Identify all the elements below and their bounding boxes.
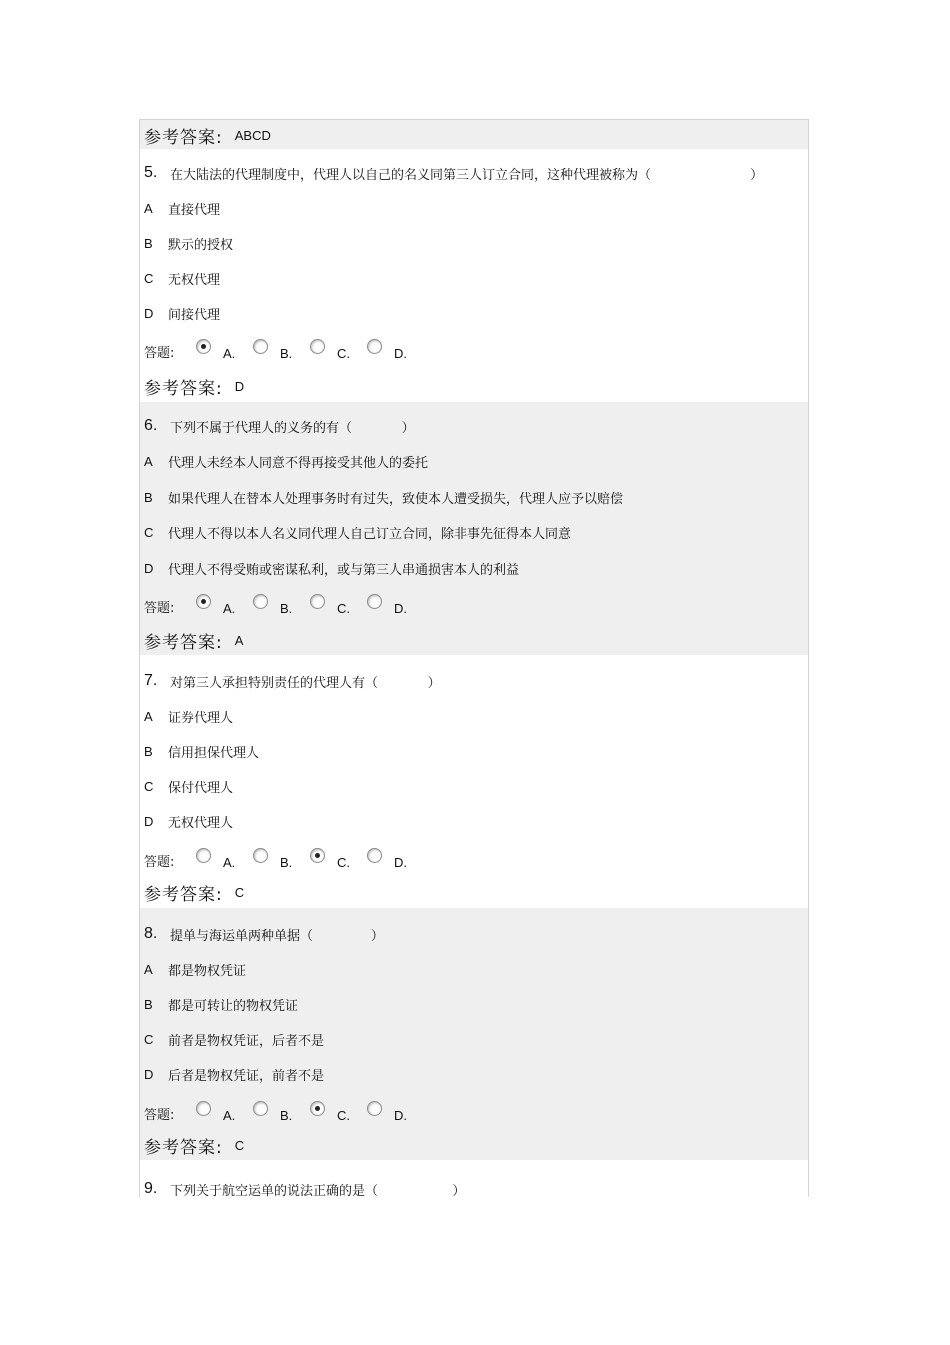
option-text: 无权代理 bbox=[168, 272, 221, 288]
question-text: 下列不属于代理人的义务的有（ ） bbox=[170, 420, 415, 436]
radio-button[interactable] bbox=[196, 848, 211, 863]
question-number: 7. bbox=[144, 672, 158, 689]
question-text: 下列关于航空运单的说法正确的是（ ） bbox=[170, 1183, 466, 1197]
option-text: 代理人不得受贿或密谋私利，或与第三人串通损害本人的利益 bbox=[168, 562, 520, 578]
answer-row bbox=[144, 1099, 424, 1127]
option-letter: C bbox=[144, 524, 154, 540]
option-c bbox=[144, 1028, 324, 1050]
option-letter: A bbox=[144, 961, 153, 977]
choice-label: B. bbox=[280, 600, 293, 616]
choice-label: A. bbox=[223, 345, 236, 361]
option-b bbox=[144, 232, 233, 254]
reference-answer bbox=[144, 120, 271, 150]
option-letter: C bbox=[144, 270, 154, 286]
option-letter: D bbox=[144, 813, 154, 829]
choice-label: B. bbox=[280, 854, 293, 870]
option-letter: A bbox=[144, 200, 153, 216]
choice-a[interactable] bbox=[196, 851, 245, 870]
question-line bbox=[144, 413, 804, 439]
reference-answer bbox=[144, 625, 243, 655]
choice-label: A. bbox=[223, 600, 236, 616]
choice-label: D. bbox=[394, 600, 407, 616]
option-letter: C bbox=[144, 1031, 154, 1047]
option-b bbox=[144, 993, 298, 1015]
option-letter: A bbox=[144, 453, 153, 469]
answer-row bbox=[144, 846, 424, 874]
question-number: 9. bbox=[144, 1180, 158, 1197]
option-text: 默示的授权 bbox=[168, 237, 234, 253]
question-block-8 bbox=[140, 908, 808, 1160]
option-text: 保付代理人 bbox=[168, 780, 234, 796]
option-letter: D bbox=[144, 305, 154, 321]
choice-label: A. bbox=[223, 854, 236, 870]
radio-button[interactable] bbox=[253, 848, 268, 863]
radio-button[interactable] bbox=[310, 1101, 325, 1116]
choice-label: D. bbox=[394, 1107, 407, 1123]
prev-answer-band bbox=[140, 120, 808, 149]
quiz-container bbox=[139, 119, 809, 1197]
choice-d[interactable] bbox=[367, 851, 416, 870]
choice-d[interactable] bbox=[367, 1104, 416, 1123]
reference-band-5 bbox=[140, 371, 808, 401]
option-a bbox=[144, 197, 220, 219]
option-text: 间接代理 bbox=[168, 307, 221, 323]
answer-row bbox=[144, 337, 424, 365]
option-text: 信用担保代理人 bbox=[168, 745, 260, 761]
reference-answer bbox=[144, 877, 244, 907]
question-block-7 bbox=[140, 655, 808, 908]
option-a bbox=[144, 705, 233, 727]
reference-answer-value: A bbox=[234, 632, 244, 648]
reference-answer-value: C bbox=[234, 1137, 245, 1153]
question-number: 5. bbox=[144, 164, 158, 181]
choice-label: B. bbox=[280, 1107, 293, 1123]
option-a bbox=[144, 450, 428, 472]
option-c bbox=[144, 267, 220, 289]
choice-c[interactable] bbox=[310, 597, 359, 616]
choice-a[interactable] bbox=[196, 597, 245, 616]
choice-b[interactable] bbox=[253, 1104, 302, 1123]
choice-label: A. bbox=[223, 1107, 236, 1123]
reference-answer-label: 参考答案: bbox=[144, 378, 223, 399]
choice-label: B. bbox=[280, 345, 293, 361]
radio-button[interactable] bbox=[367, 848, 382, 863]
choice-label: C. bbox=[337, 345, 350, 361]
answer-label: 答题: bbox=[144, 854, 175, 870]
question-line bbox=[144, 160, 804, 186]
radio-button[interactable] bbox=[196, 594, 211, 609]
option-text: 证券代理人 bbox=[168, 710, 234, 726]
option-text: 前者是物权凭证，后者不是 bbox=[168, 1033, 325, 1049]
reference-answer-label: 参考答案: bbox=[144, 632, 223, 653]
reference-answer-value: D bbox=[234, 378, 245, 394]
radio-button[interactable] bbox=[367, 339, 382, 354]
answer-row bbox=[144, 592, 424, 620]
radio-button[interactable] bbox=[310, 848, 325, 863]
choice-label: D. bbox=[394, 345, 407, 361]
option-d bbox=[144, 302, 220, 324]
reference-answer-label: 参考答案: bbox=[144, 127, 223, 148]
reference-answer-label: 参考答案: bbox=[144, 884, 223, 905]
choice-d[interactable] bbox=[367, 342, 416, 361]
question-line bbox=[144, 668, 804, 694]
option-text: 如果代理人在替本人处理事务时有过失，致使本人遭受损失，代理人应予以赔偿 bbox=[168, 491, 624, 507]
question-number: 6. bbox=[144, 417, 158, 434]
radio-button[interactable] bbox=[310, 594, 325, 609]
radio-button[interactable] bbox=[367, 1101, 382, 1116]
option-c bbox=[144, 521, 571, 543]
question-block-5 bbox=[140, 149, 808, 371]
choice-label: C. bbox=[337, 854, 350, 870]
option-letter: D bbox=[144, 560, 154, 576]
question-line bbox=[144, 921, 804, 947]
option-text: 都是可转让的物权凭证 bbox=[168, 998, 299, 1014]
radio-button[interactable] bbox=[367, 594, 382, 609]
answer-label: 答题: bbox=[144, 345, 175, 361]
radio-button[interactable] bbox=[196, 1101, 211, 1116]
option-text: 后者是物权凭证，前者不是 bbox=[168, 1068, 325, 1084]
option-text: 都是物权凭证 bbox=[168, 963, 247, 979]
option-text: 代理人未经本人同意不得再接受其他人的委托 bbox=[168, 455, 429, 471]
choice-b[interactable] bbox=[253, 597, 302, 616]
question-block-6 bbox=[140, 402, 808, 655]
option-text: 直接代理 bbox=[168, 202, 221, 218]
radio-button[interactable] bbox=[253, 339, 268, 354]
option-letter: C bbox=[144, 778, 154, 794]
choice-label: D. bbox=[394, 854, 407, 870]
radio-button[interactable] bbox=[310, 339, 325, 354]
choice-b[interactable] bbox=[253, 851, 302, 870]
reference-answer bbox=[144, 1130, 244, 1160]
choice-b[interactable] bbox=[253, 342, 302, 361]
option-letter: B bbox=[144, 489, 153, 505]
choice-c[interactable] bbox=[310, 1104, 359, 1123]
choice-label: C. bbox=[337, 1107, 350, 1123]
option-letter: A bbox=[144, 708, 153, 724]
answer-label: 答题: bbox=[144, 1107, 175, 1123]
question-text: 在大陆法的代理制度中，代理人以自己的名义同第三人订立合同，这种代理被称为（ ） bbox=[170, 167, 764, 183]
option-text: 无权代理人 bbox=[168, 815, 234, 831]
choice-a[interactable] bbox=[196, 1104, 245, 1123]
reference-answer-value: ABCD bbox=[234, 127, 271, 143]
option-letter: B bbox=[144, 743, 153, 759]
option-letter: B bbox=[144, 996, 153, 1012]
option-d bbox=[144, 810, 233, 832]
choice-label: C. bbox=[337, 600, 350, 616]
option-letter: D bbox=[144, 1066, 154, 1082]
option-letter: B bbox=[144, 235, 153, 251]
choice-d[interactable] bbox=[367, 597, 416, 616]
option-text: 代理人不得以本人名义同代理人自己订立合同，除非事先征得本人同意 bbox=[168, 526, 572, 542]
option-c bbox=[144, 775, 233, 797]
question-text: 对第三人承担特别责任的代理人有（ ） bbox=[170, 675, 441, 691]
option-d bbox=[144, 557, 519, 579]
reference-answer bbox=[144, 371, 244, 401]
question-line bbox=[144, 1176, 804, 1197]
option-d bbox=[144, 1063, 324, 1085]
question-number: 8. bbox=[144, 925, 158, 942]
choice-c[interactable] bbox=[310, 342, 359, 361]
radio-button[interactable] bbox=[253, 594, 268, 609]
choice-a[interactable] bbox=[196, 342, 245, 361]
option-a bbox=[144, 958, 246, 980]
choice-c[interactable] bbox=[310, 851, 359, 870]
answer-label: 答题: bbox=[144, 600, 175, 616]
question-text: 提单与海运单两种单据（ ） bbox=[170, 928, 384, 944]
option-b bbox=[144, 486, 623, 508]
reference-answer-label: 参考答案: bbox=[144, 1137, 223, 1158]
radio-button[interactable] bbox=[253, 1101, 268, 1116]
reference-answer-value: C bbox=[234, 884, 245, 900]
radio-button[interactable] bbox=[196, 339, 211, 354]
question-block-9 bbox=[140, 1160, 808, 1197]
option-b bbox=[144, 740, 259, 762]
